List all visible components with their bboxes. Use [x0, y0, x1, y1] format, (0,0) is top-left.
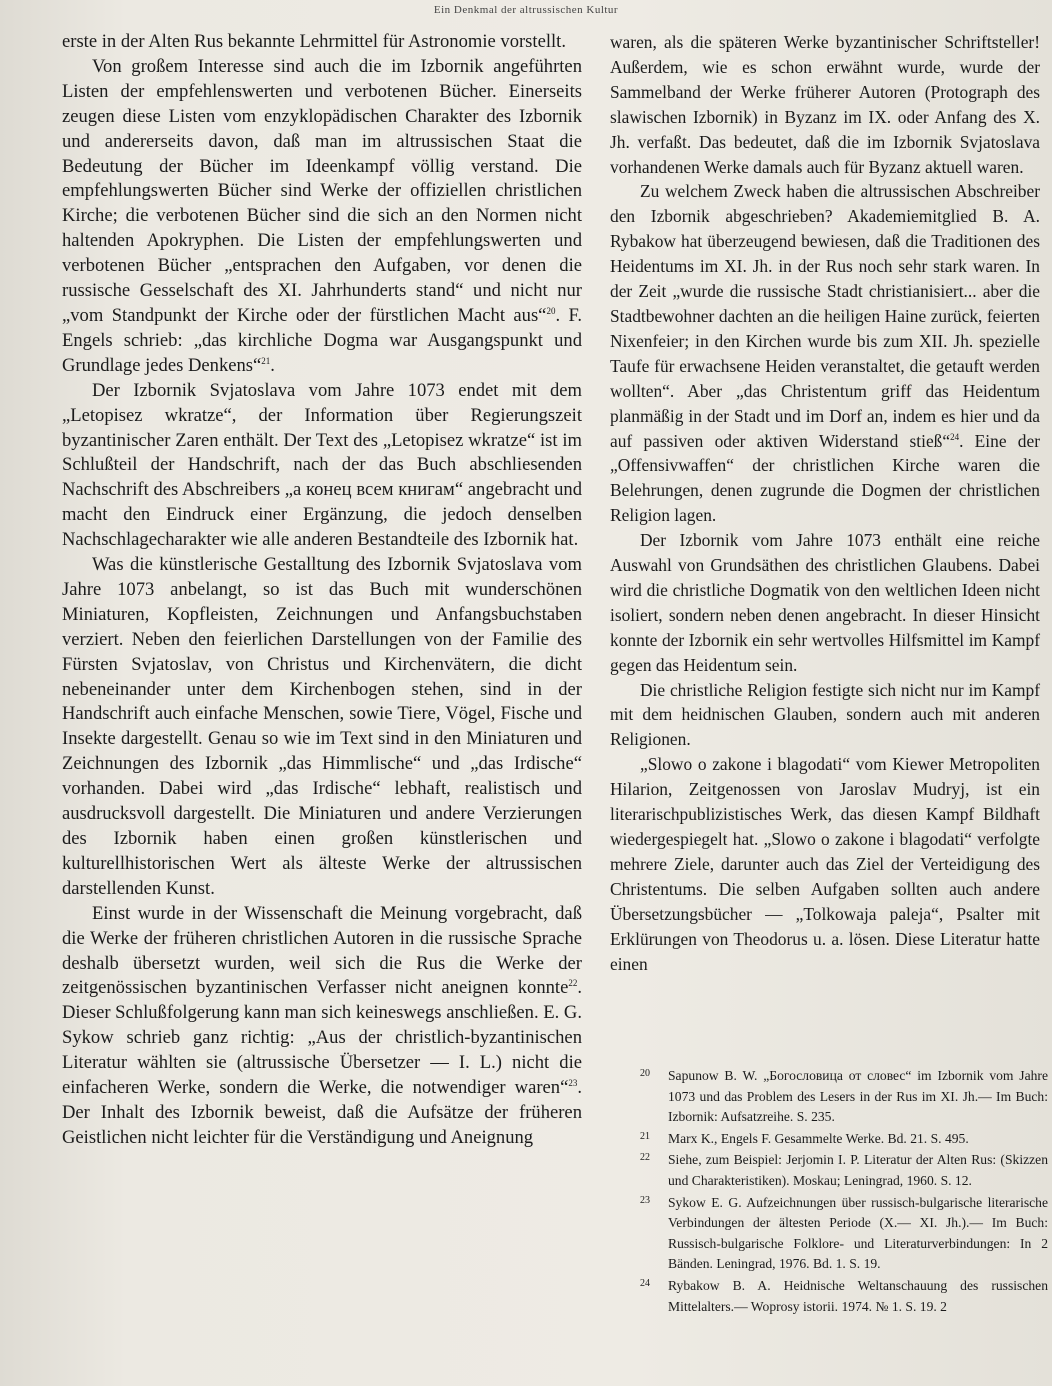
- paragraph-text: waren, als die späteren Werke byzantinischer Schriftsteller! Außerdem, wie es schon erwähnt wurde, wurde der Sammelband der Werke früherer Autoren (Protograph des slawischen Izbornik) in Byzanz im IX. oder Anfang des X. Jh. verfaßt. Das bedeutet, daß die im Izbornik Svjatoslava vorhandenen Werke damals auch für Byzanz aktuell waren.: [610, 32, 1040, 177]
- paragraph-text: Von großem Interesse sind auch die im Izbornik angeführten Listen der empfehlenswerten und verbotenen Bücher. Einerseits zeugen diese Listen vom enzyklopädischen Charakter des Izbornik und andererseits davon, daß man im altrussischen Staat die Bedeutung der Bücher im Ideenkampf völlig verstand. Die empfehlungswerten Bücher sind Werke der offiziellen christlichen Kirche; die verbotenen Bücher sind die sich an den Normen nicht haltenden Apokryphen. Die Listen der empfehlungswerten und verbotenen Bücher „entsprachen den Aufgaben, vor denen die russische Gesselschaft des XI. Jahrhunderts stand“ und nicht nur „vom Standpunkt der Kirche oder der fürstlichen Macht aus“: [62, 55, 582, 326]
- paragraph-text: „Slowo o zakone i blagodati“ vom Kiewer Metropoliten Hilarion, Zeitgenossen von Jaroslav Mudryj, ist ein literarischpublizistisches Werk, das diesen Kampf Bildhaft wiedergespiegelt hat. „Slowo o zakone i blagodati“ verfolgte mehrere Ziele, darunter auch das Ziel der Verteidigung des Christentums. Die selben Aufgaben sollten auch andere Übersetzungsbücher — „Tolkowaja paleja“, Psalter mit Erklürungen von Theodorus u. a. lösen. Diese Literatur hatte einen: [610, 754, 1040, 974]
- paragraph-text: .: [270, 354, 275, 376]
- paragraph: [62, 55, 582, 379]
- paragraph-text: Was die künstlerische Gestalltung des Izbornik Svjatoslava vom Jahre 1073 anbelangt, so ist das Buch mit wunderschönen Miniaturen, Kopfleisten, Zeichnungen und Anfangsbuchstaben verziert. Neben den feierlichen Darstellungen von der Familie des Fürsten Svjatoslav, von Christus und Kirchenvätern, die dicht nebeneinander unter dem Kirchenbogen stehen, sind in der Handschrift auch einfache Menschen, sowie Tiere, Vögel, Fische und Insekte dargestellt. Genau so wie im Text sind in den Miniaturen und Zeichnungen des Izbornik „das Himmlische“ und „das Irdische“ vorhanden. Dabei wird „das Irdische“ lebhaft, realistisch und ausdrucksvoll dargestellt. Die Miniaturen und andere Verzierungen des Izbornik haben einen großen künstlerischen und kulturellhistorischen Wert als älteste Werke der altrussischen darstellenden Kunst.: [62, 554, 582, 899]
- paragraph: [610, 30, 1040, 179]
- paragraph: [62, 30, 582, 55]
- footnote-ref: 22: [568, 978, 578, 989]
- paragraph: [62, 553, 582, 902]
- paragraph-text: . F. Engels schrieb: „das kirchliche Dogma war Ausgangspunkt und Grundlage jedes Denkens“: [62, 304, 582, 376]
- footnote-22: [618, 1150, 1048, 1191]
- paragraph: [610, 678, 1040, 753]
- paragraph: [610, 179, 1040, 528]
- left-column: [62, 30, 582, 1151]
- footnote-text: Marx K., Engels F. Gesammelte Werke. Bd. 21. S. 495.: [668, 1130, 969, 1146]
- footnote-text: Rybakow B. A. Heidnische Weltanschauung des russischen Mittelalters.— Woprosy istorii. 1974. № 1. S. 19. 2: [668, 1277, 1048, 1314]
- footnote-number: 23: [640, 1194, 650, 1206]
- footnote-ref: 21: [261, 355, 271, 366]
- paragraph-text: Der Izbornik vom Jahre 1073 enthält eine reiche Auswahl von Grundsäthen des christlichen Glaubens. Dabei wird die christliche Dogmatik von den weltlichen Ideen nicht isoliert, sondern neben denen angebracht. In dieser Hinsicht konnte der Izbornik ein sehr wertvolles Hilfsmittel im Kampf gegen das Heidentum sein.: [610, 530, 1040, 675]
- footnote-text: Siehe, zum Beispiel: Jerjomin I. P. Literatur der Alten Rus: (Skizzen und Charakteristiken). Moskau; Leningrad, 1960. S. 12.: [668, 1152, 1048, 1188]
- footnotes: [618, 1066, 1048, 1318]
- paragraph-text: Einst wurde in der Wissenschaft die Meinung vorgebracht, daß die Werke der früheren christlichen Autoren in die russische Sprache deshalb übersetzt wurden, weil sich die Rus die Werke der zeitgenössischen byzantinischen Verfasser nicht aneignen konnte: [62, 902, 582, 999]
- running-head: Ein Denkmal der altrussischen Kultur: [433, 4, 619, 16]
- footnote-24: [618, 1276, 1048, 1317]
- paragraph-text: Zu welchem Zweck haben die altrussischen Abschreiber den Izbornik abgeschrieben? Akademiemitglied B. A. Rybakow hat überzeugend bewiesen, daß die Traditionen des Heidentums im XI. Jh. in der Rus noch sehr stark waren. In der Zeit „wurde die russische Stadt christianisiert... aber die Stadtbewohner dachten an die heiligen Haine zurück, feierten Nixenfeier; in den Kirchen wurde bis zum XII. Jh. spezielle Taufe für erwachsene Heiden veranstaltet, die getauft werden wollten“. Aber „das Christentum griff das Heidentum planmäßig in der Stadt und im Dorf an, indem es hier und da auf passiven oder aktiven Widerstand stieß“: [610, 181, 1040, 451]
- paragraph-text: . Der Inhalt des Izbornik beweist, daß die Aufsätze der früheren Geistlichen nicht leichter für die Verständigung und Aneignung: [62, 1077, 582, 1148]
- paragraph: [62, 902, 582, 1151]
- paragraph-text: Die christliche Religion festigte sich nicht nur im Kampf mit dem heidnischen Glauben, sondern auch mit anderen Religionen.: [610, 679, 1040, 750]
- paragraph-text: erste in der Alten Rus bekannte Lehrmittel für Astronomie vorstellt.: [62, 31, 566, 52]
- footnote-number: 21: [640, 1130, 650, 1142]
- paragraph: [610, 752, 1040, 976]
- footnote-number: 20: [640, 1068, 650, 1079]
- footnote-text: Sapunow B. W. „Богословица от словес“ im Izbornik vom Jahre 1073 und das Problem des Lesers in der Rus im XI. Jh.— Im Buch: Izbornik: Aufsatzreihe. S. 235.: [668, 1068, 1048, 1125]
- paragraph-text: . Eine der „Offensivwaffen“ der christlichen Kirche waren die Belehrungen, denen zugrunde die Dogmen der christlichen Religion lagen.: [610, 430, 1040, 526]
- footnote-text: Sykow E. G. Aufzeichnungen über russisch-bulgarische literarische Verbindungen der ältesten Periode (X.— XI. Jh.).— Im Buch: Russisch-bulgarische Folklore- und Literaturverbindungen: In 2 Bänden. Leningrad, 1976. Bd. 1. S. 19.: [668, 1194, 1048, 1272]
- paragraph-text: Der Izbornik Svjatoslava vom Jahre 1073 endet mit dem „Letopisez wkratze“, der Information über Regierungszeit byzantinischer Zaren enthält. Der Text des „Letopisez wkratze“ ist im Schlußteil der Handschrift, nach der das Buch abschliesenden Nachschrift des Abschreibers „а конец всем книгам“ angebracht und macht den Eindruck einer Ergänzung, die jedoch denselben Nachschlagecharakter wie alle anderen Bestandteile des Izbornik hat.: [62, 379, 582, 551]
- footnote-20: [618, 1066, 1048, 1128]
- right-column: [610, 30, 1040, 976]
- footnote-ref: 23: [568, 1077, 578, 1088]
- footnote-number: 24: [640, 1277, 650, 1289]
- paragraph: [62, 379, 582, 553]
- paragraph: [610, 528, 1040, 677]
- footnote-21: [618, 1129, 1048, 1150]
- footnote-ref: 20: [546, 305, 556, 316]
- paragraph-text: . Dieser Schlußfolgerung kann man sich keineswegs anschließen. E. G. Sykow schrieb ganz richtig: „Aus der christlich-byzantinischen Literatur wählten sie (altrussische Übersetzer — I. L.) nicht die einfacheren Werke, sondern die Werke, die notwendiger waren“: [62, 977, 582, 1099]
- footnote-ref: 24: [950, 431, 960, 442]
- footnote-number: 22: [640, 1152, 650, 1164]
- footnote-23: [618, 1193, 1048, 1275]
